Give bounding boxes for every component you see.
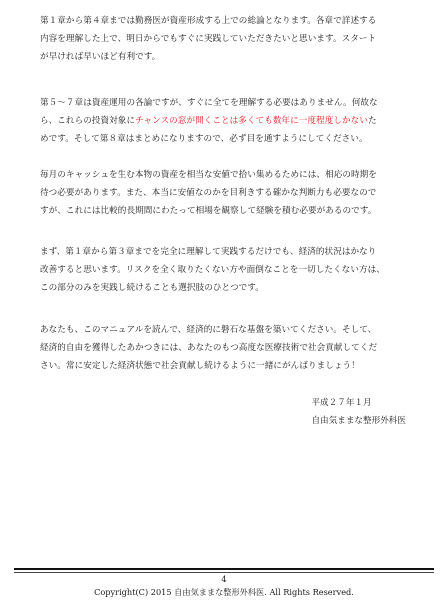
paragraph-asset-management [40,94,412,148]
paragraph-line: あなたも、このマニュアルを読んで、経済的に磐石な基盤を築いてください。そして、 [40,325,377,335]
paragraph-line: 毎月のキャッシュを生む本物の資産を相当な安値で拾い集めるためには、相応の時期を [40,170,377,180]
footer-rule-light [14,572,434,573]
paragraph-line: 改善すると思います。リスクを全く取りたくない方や面倒なことを一切したくない方は、 [40,265,385,275]
signature-date: 平成２７年１月 [311,398,372,408]
paragraph-line: めです。そして第８章はまとめになりますので、必ず目を通すようにしてください。 [40,134,368,144]
footer-rule-heavy [14,568,434,570]
line-text: た [367,116,377,126]
paragraph-line: さい。常に安定した経済状態で社会貢献し続けるように一緒にがんばりましょう！ [40,361,360,371]
paragraph-line: この部分のみを実践し続けることも選択肢のひとつです。 [40,283,264,293]
paragraph-closing [40,321,412,375]
highlighted-text: チャンスの窓が開くことは多くても数年に一度程度しかない [135,116,368,126]
paragraph-line: すが、これには比較的長期間にわたって相場を観察して経験を積む必要があるのです。 [40,206,377,216]
paragraph-practice [40,243,412,297]
paragraph-line: 待つ必要があります。また、本当に安値なのかを目利きする確かな判断力も必要なので [40,188,377,198]
paragraph-line: 内容を理解した上で、明日からでもすぐに実践していただきたいと思います。スタート [40,34,377,44]
signature-author: 自由気ままな整形外科医 [311,416,406,426]
paragraph-line: 経済的自由を獲得したあかつきには、あなたのもつ高度な医療技術で社会貢献してくだ [40,343,378,353]
line-text: ら、これらの投資対象に [40,116,136,126]
paragraph-line: 第１章から第４章までは勤務医が資産形成する上での総論となります。各章で詳述する [40,16,377,26]
paragraph-line: まず、第１章から第３章までを完全に理解して実践するだけでも、経済的状況はかなり [40,247,377,257]
page-number: 4 [221,575,227,585]
paragraph-line: 第５～７章は資産運用の各論ですが、すぐに全てを理解する必要はありません。何故な [40,98,378,108]
copyright-notice: Copyright(C) 2015 自由気ままな整形外科医. All Rights Reserved. [94,587,354,597]
paragraph-timing [40,166,412,220]
paragraph-line: が早ければ早いほど有利です。 [40,52,161,62]
paragraph-line [40,112,412,130]
signature-block [311,394,406,430]
paragraph-overview [40,12,412,66]
